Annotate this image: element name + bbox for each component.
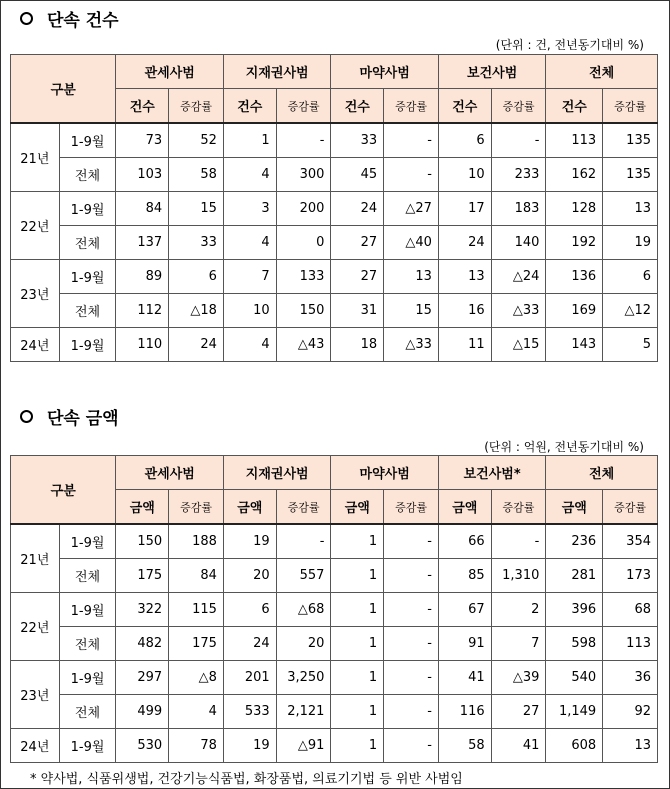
amount-table-body (11, 524, 658, 763)
value-cell: 5 (603, 328, 658, 362)
value-cell: 92 (603, 695, 658, 729)
value-cell: 20 (276, 627, 331, 661)
value-cell: 52 (169, 123, 224, 158)
period-cell: 전체 (59, 294, 116, 328)
year-cell: 22년 (11, 593, 60, 661)
value-cell: 68 (603, 593, 658, 627)
value-cell: - (384, 593, 439, 627)
value-cell: 192 (546, 226, 603, 260)
value-cell: 45 (331, 158, 384, 192)
value-cell: 41 (491, 729, 546, 763)
value-cell: 13 (438, 260, 491, 294)
header-group: 지재권사범 (223, 456, 330, 490)
value-cell: 13 (603, 192, 658, 226)
period-cell: 전체 (59, 695, 116, 729)
table-row (11, 627, 658, 661)
value-cell: 66 (438, 524, 491, 559)
value-cell: △24 (491, 260, 546, 294)
value-cell: 31 (331, 294, 384, 328)
value-cell: 499 (116, 695, 169, 729)
value-cell: △8 (169, 661, 224, 695)
value-cell: - (384, 729, 439, 763)
value-cell: 18 (331, 328, 384, 362)
value-cell: 116 (438, 695, 491, 729)
value-cell: 58 (438, 729, 491, 763)
value-cell: 41 (438, 661, 491, 695)
value-cell: 173 (603, 559, 658, 593)
period-cell: 1-9월 (59, 192, 116, 226)
period-cell: 전체 (59, 559, 116, 593)
value-cell: - (384, 123, 439, 158)
value-cell: 7 (223, 260, 276, 294)
table-row (11, 260, 658, 294)
header-count: 건수 (438, 89, 491, 124)
header-rate: 증감률 (491, 89, 546, 124)
value-cell: 24 (331, 192, 384, 226)
value-cell: 103 (116, 158, 169, 192)
value-cell: - (384, 524, 439, 559)
period-cell: 전체 (59, 158, 116, 192)
table-row (11, 524, 658, 559)
period-cell: 1-9월 (59, 661, 116, 695)
value-cell: 27 (331, 226, 384, 260)
table-row (11, 192, 658, 226)
header-amount: 금액 (116, 490, 169, 525)
value-cell: 84 (169, 559, 224, 593)
value-cell: 300 (276, 158, 331, 192)
value-cell: 322 (116, 593, 169, 627)
value-cell: - (384, 559, 439, 593)
header-amount: 금액 (438, 490, 491, 525)
value-cell: 533 (223, 695, 276, 729)
value-cell: 20 (223, 559, 276, 593)
value-cell: 162 (546, 158, 603, 192)
value-cell: 2,121 (276, 695, 331, 729)
table-row (11, 294, 658, 328)
value-cell: 33 (331, 123, 384, 158)
value-cell: 1 (331, 729, 384, 763)
value-cell: 136 (546, 260, 603, 294)
value-cell: 19 (223, 524, 276, 559)
header-amount: 금액 (331, 490, 384, 525)
value-cell: 201 (223, 661, 276, 695)
header-rate: 증감률 (603, 89, 658, 124)
value-cell: 1 (331, 524, 384, 559)
value-cell: 140 (491, 226, 546, 260)
table-row (11, 123, 658, 158)
year-cell: 23년 (11, 661, 60, 729)
value-cell: 6 (438, 123, 491, 158)
table-row (11, 559, 658, 593)
value-cell: 135 (603, 158, 658, 192)
header-group: 마약사범 (331, 55, 438, 89)
value-cell: △40 (384, 226, 439, 260)
section1-title: 단속 건수 (20, 6, 119, 31)
value-cell: 19 (603, 226, 658, 260)
value-cell: 36 (603, 661, 658, 695)
year-cell: 24년 (11, 328, 60, 362)
value-cell: 89 (116, 260, 169, 294)
header-group: 전체 (546, 55, 658, 89)
section2-title: 단속 금액 (20, 404, 119, 429)
header-group: 관세사범 (116, 456, 223, 490)
value-cell: 84 (116, 192, 169, 226)
value-cell: 137 (116, 226, 169, 260)
value-cell: △27 (384, 192, 439, 226)
value-cell: 67 (438, 593, 491, 627)
value-cell: 27 (331, 260, 384, 294)
value-cell: 19 (223, 729, 276, 763)
value-cell: 1,310 (491, 559, 546, 593)
value-cell: - (384, 695, 439, 729)
table-row (11, 661, 658, 695)
table-row (11, 328, 658, 362)
value-cell: 17 (438, 192, 491, 226)
value-cell: △39 (491, 661, 546, 695)
header-group: 마약사범 (331, 456, 438, 490)
value-cell: - (276, 123, 331, 158)
value-cell: 133 (276, 260, 331, 294)
value-cell: 557 (276, 559, 331, 593)
circle-bullet-icon (20, 12, 33, 25)
value-cell: 33 (169, 226, 224, 260)
value-cell: 135 (603, 123, 658, 158)
value-cell: △43 (276, 328, 331, 362)
value-cell: 24 (438, 226, 491, 260)
value-cell: 0 (276, 226, 331, 260)
year-cell: 21년 (11, 123, 60, 192)
value-cell: 540 (546, 661, 603, 695)
value-cell: 4 (223, 328, 276, 362)
header-count: 건수 (116, 89, 169, 124)
header-count: 건수 (546, 89, 603, 124)
value-cell: 24 (223, 627, 276, 661)
value-cell: 150 (116, 524, 169, 559)
value-cell: 6 (169, 260, 224, 294)
value-cell: - (276, 524, 331, 559)
value-cell: 13 (603, 729, 658, 763)
value-cell: △12 (603, 294, 658, 328)
value-cell: 113 (603, 627, 658, 661)
value-cell: 175 (169, 627, 224, 661)
value-cell: 169 (546, 294, 603, 328)
value-cell: 236 (546, 524, 603, 559)
value-cell: 297 (116, 661, 169, 695)
value-cell: 530 (116, 729, 169, 763)
value-cell: 112 (116, 294, 169, 328)
section1-unit: (단위 : 건, 전년동기대비 %) (495, 38, 644, 52)
year-cell: 23년 (11, 260, 60, 328)
value-cell: - (384, 627, 439, 661)
value-cell: 13 (384, 260, 439, 294)
header-rate: 증감률 (384, 490, 439, 525)
value-cell: 3,250 (276, 661, 331, 695)
header-count: 건수 (331, 89, 384, 124)
value-cell: 15 (384, 294, 439, 328)
value-cell: 4 (223, 158, 276, 192)
table-row (11, 729, 658, 763)
header-rate: 증감률 (384, 89, 439, 124)
value-cell: 1 (331, 559, 384, 593)
value-cell: 11 (438, 328, 491, 362)
header-group: 전체 (546, 456, 658, 490)
value-cell: 10 (223, 294, 276, 328)
value-cell: 200 (276, 192, 331, 226)
table-row (11, 695, 658, 729)
value-cell: 1,149 (546, 695, 603, 729)
year-cell: 21년 (11, 524, 60, 593)
value-cell: 4 (223, 226, 276, 260)
table-row (11, 593, 658, 627)
value-cell: 143 (546, 328, 603, 362)
amount-table (10, 455, 658, 763)
value-cell: - (491, 524, 546, 559)
value-cell: 233 (491, 158, 546, 192)
header-group: 보건사범 (438, 55, 545, 89)
section2-unit: (단위 : 억원, 전년동기대비 %) (484, 440, 644, 454)
period-cell: 1-9월 (59, 729, 116, 763)
table-row (11, 158, 658, 192)
value-cell: 78 (169, 729, 224, 763)
value-cell: 1 (331, 661, 384, 695)
value-cell: 354 (603, 524, 658, 559)
period-cell: 1-9월 (59, 593, 116, 627)
value-cell: 24 (169, 328, 224, 362)
value-cell: △15 (491, 328, 546, 362)
value-cell: 110 (116, 328, 169, 362)
value-cell: 58 (169, 158, 224, 192)
value-cell: △91 (276, 729, 331, 763)
value-cell: 3 (223, 192, 276, 226)
value-cell: 2 (491, 593, 546, 627)
footnote: * 약사법, 식품위생법, 건강기능식품법, 화장품법, 의료기기법 등 위반 사범임 (30, 772, 463, 787)
period-cell: 1-9월 (59, 524, 116, 559)
header-rate: 증감률 (169, 490, 224, 525)
value-cell: 1 (223, 123, 276, 158)
value-cell: 115 (169, 593, 224, 627)
period-cell: 전체 (59, 627, 116, 661)
header-category: 구분 (11, 55, 116, 124)
header-rate: 증감률 (169, 89, 224, 124)
value-cell: 396 (546, 593, 603, 627)
value-cell: 128 (546, 192, 603, 226)
period-cell: 1-9월 (59, 123, 116, 158)
header-group: 관세사범 (116, 55, 223, 89)
value-cell: 85 (438, 559, 491, 593)
table-row (11, 226, 658, 260)
header-rate: 증감률 (491, 490, 546, 525)
header-group: 지재권사범 (223, 55, 330, 89)
header-amount: 금액 (223, 490, 276, 525)
header-rate: 증감률 (276, 89, 331, 124)
value-cell: - (384, 661, 439, 695)
value-cell: - (491, 123, 546, 158)
header-count: 건수 (223, 89, 276, 124)
period-cell: 1-9월 (59, 260, 116, 294)
value-cell: 91 (438, 627, 491, 661)
value-cell: 175 (116, 559, 169, 593)
count-table-body (11, 123, 658, 362)
value-cell: 183 (491, 192, 546, 226)
value-cell: 150 (276, 294, 331, 328)
value-cell: 482 (116, 627, 169, 661)
value-cell: 27 (491, 695, 546, 729)
value-cell: 16 (438, 294, 491, 328)
header-rate: 증감률 (276, 490, 331, 525)
value-cell: - (384, 158, 439, 192)
value-cell: 1 (331, 593, 384, 627)
header-category: 구분 (11, 456, 116, 525)
period-cell: 1-9월 (59, 328, 116, 362)
header-rate: 증감률 (603, 490, 658, 525)
value-cell: 7 (491, 627, 546, 661)
value-cell: 15 (169, 192, 224, 226)
value-cell: 6 (223, 593, 276, 627)
value-cell: 1 (331, 627, 384, 661)
period-cell: 전체 (59, 226, 116, 260)
header-group: 보건사범* (438, 456, 545, 490)
value-cell: 10 (438, 158, 491, 192)
value-cell: 281 (546, 559, 603, 593)
value-cell: △68 (276, 593, 331, 627)
value-cell: 608 (546, 729, 603, 763)
count-table (10, 54, 658, 362)
value-cell: 6 (603, 260, 658, 294)
value-cell: △33 (491, 294, 546, 328)
value-cell: 73 (116, 123, 169, 158)
value-cell: 598 (546, 627, 603, 661)
value-cell: 4 (169, 695, 224, 729)
year-cell: 24년 (11, 729, 60, 763)
value-cell: 1 (331, 695, 384, 729)
value-cell: △18 (169, 294, 224, 328)
year-cell: 22년 (11, 192, 60, 260)
value-cell: 113 (546, 123, 603, 158)
value-cell: 188 (169, 524, 224, 559)
header-amount: 금액 (546, 490, 603, 525)
value-cell: △33 (384, 328, 439, 362)
circle-bullet-icon (20, 410, 33, 423)
